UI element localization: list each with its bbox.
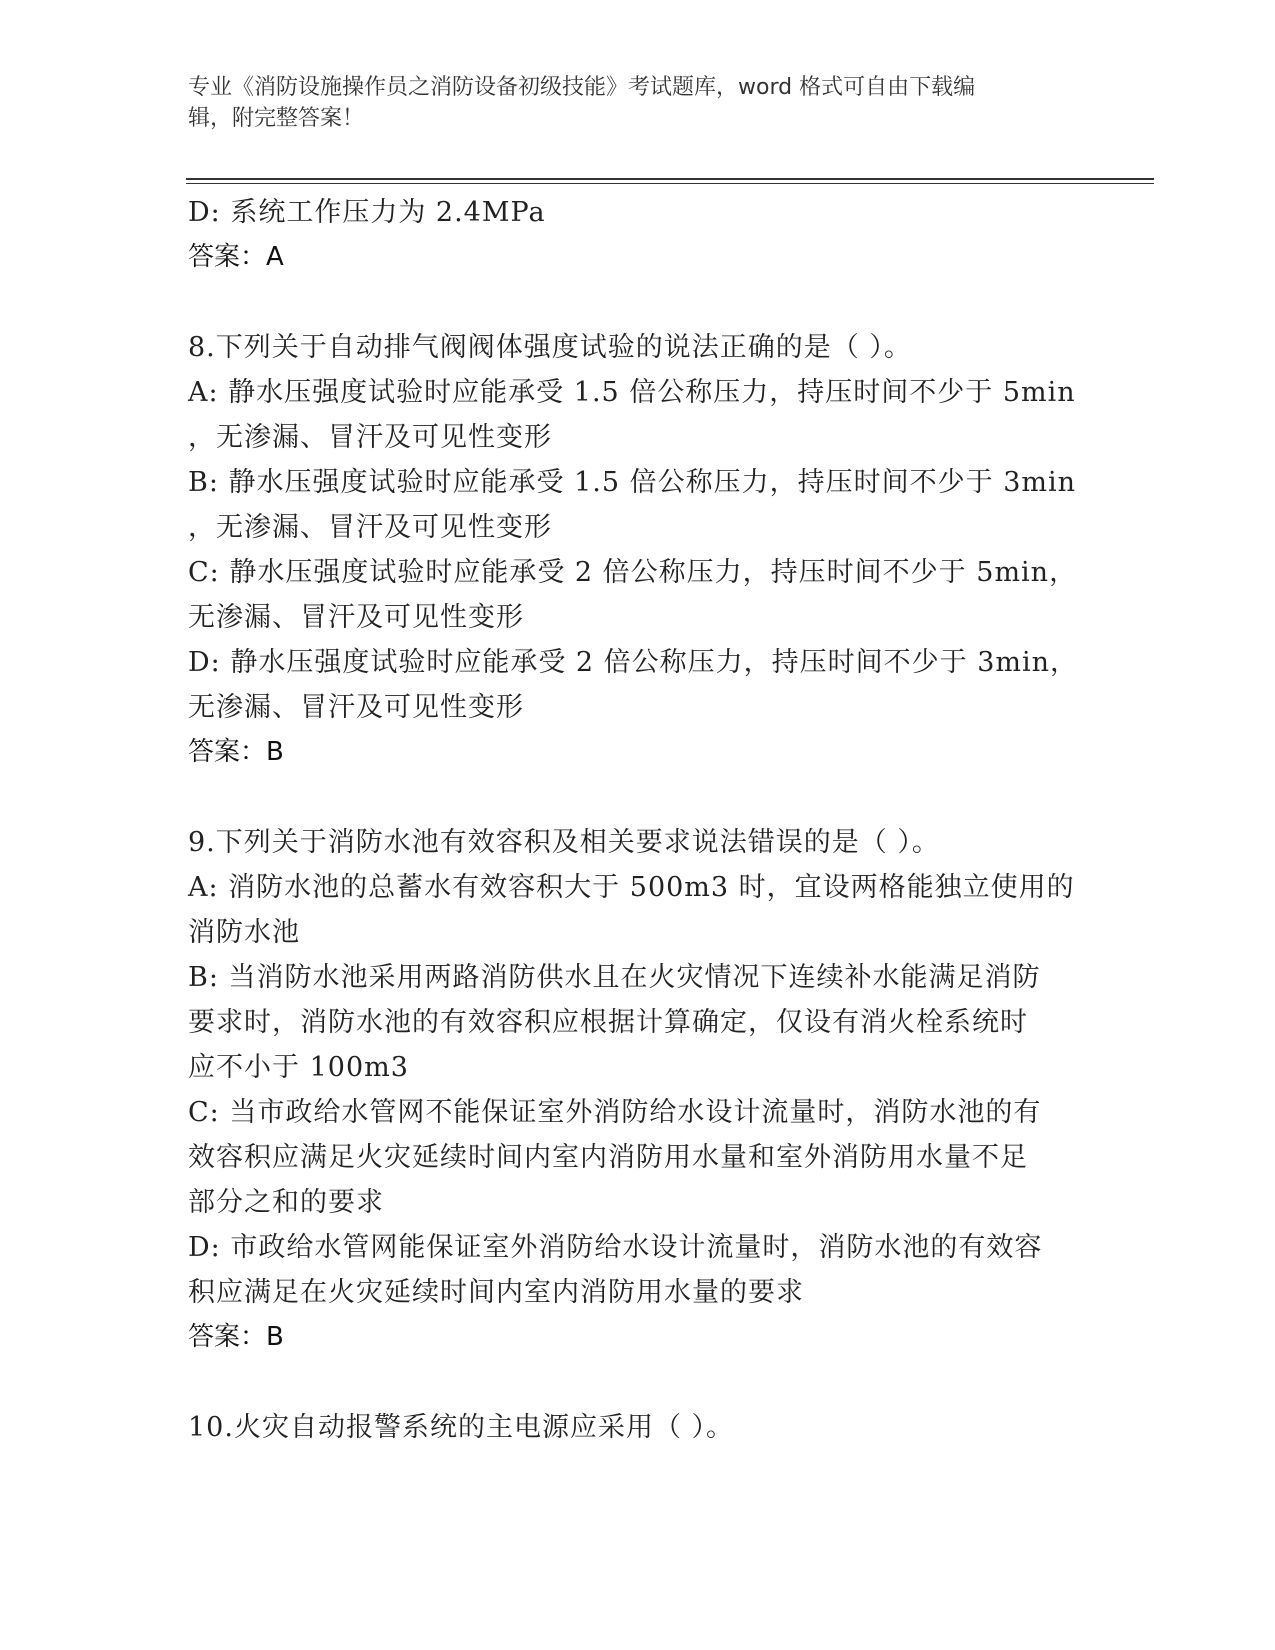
option-a: A: 消防水池的总蓄水有效容积大于 500m3 时，宜设两格能独立使用的 [188,872,1075,903]
question-stem: 8.下列关于自动排气阀阀体强度试验的说法正确的是（ ）。 [188,332,912,363]
header-rule-thick [186,178,1154,180]
option-c: C: 当市政给水管网不能保证室外消防给水设计流量时，消防水池的有 [188,1097,1042,1128]
option-c-cont: 无渗漏、冒汗及可见性变形 [188,602,524,633]
question-10 [188,1405,1088,1450]
document-body [188,190,1088,1450]
option-c-cont-2: 部分之和的要求 [188,1187,384,1218]
option-a-cont: 消防水池 [188,917,300,948]
spacer [188,775,1088,820]
question-stem: 9.下列关于消防水池有效容积及相关要求说法错误的是（ ）。 [188,827,940,858]
header-line-1: 专业《消防设施操作员之消防设备初级技能》考试题库，word 格式可自由下载编 [188,75,976,100]
option-d-cont: 无渗漏、冒汗及可见性变形 [188,692,524,723]
option-b-cont: 要求时，消防水池的有效容积应根据计算确定，仅设有消火栓系统时 [188,1007,1028,1038]
spacer [188,280,1088,325]
answer: 答案：B [188,737,284,767]
question-stem: 10.火灾自动报警系统的主电源应采用（ ）。 [188,1412,735,1443]
option-b: B: 当消防水池采用两路消防供水且在火灾情况下连续补水能满足消防 [188,962,1041,993]
option-d-cont: 积应满足在火灾延续时间内室内消防用水量的要求 [188,1277,804,1308]
question-8 [188,325,1088,775]
option-d: D: 静水压强度试验时应能承受 2 倍公称压力，持压时间不少于 3min， [188,647,1079,678]
header-line-2: 辑，附完整答案！ [188,106,365,131]
answer: 答案：B [188,1322,284,1352]
option-b: B: 静水压强度试验时应能承受 1.5 倍公称压力，持压时间不少于 3min [188,467,1077,498]
option-b-cont-2: 应不小于 100m3 [188,1052,409,1083]
option-b-cont: ，无渗漏、冒汗及可见性变形 [188,512,552,543]
question-9 [188,820,1088,1360]
option-d: D: 市政给水管网能保证室外消防给水设计流量时，消防水池的有效容 [188,1232,1043,1263]
question-7-tail [188,190,1088,280]
option-a-cont: ，无渗漏、冒汗及可见性变形 [188,422,552,453]
option-c: C: 静水压强度试验时应能承受 2 倍公称压力，持压时间不少于 5min， [188,557,1078,588]
page-header [188,72,1068,134]
option-c-cont: 效容积应满足火灾延续时间内室内消防用水量和室外消防用水量不足 [188,1142,1028,1173]
header-rule-thin [186,183,1154,184]
spacer [188,1360,1088,1405]
option-d: D: 系统工作压力为 2.4MPa [188,197,546,228]
answer: 答案：A [188,242,284,272]
option-a: A: 静水压强度试验时应能承受 1.5 倍公称压力，持压时间不少于 5min [188,377,1076,408]
